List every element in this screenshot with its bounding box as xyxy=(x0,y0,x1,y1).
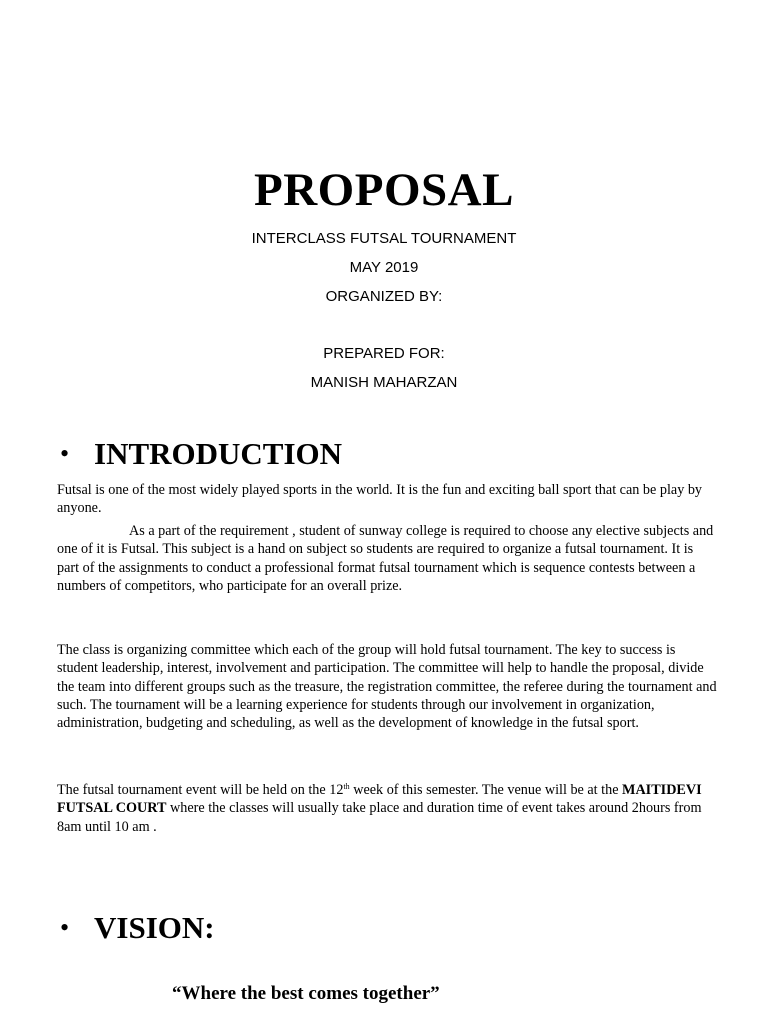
vision-heading xyxy=(60,910,215,946)
para4-superscript: th xyxy=(343,782,350,791)
intro-paragraph-4 xyxy=(57,778,717,836)
vision-heading-text: VISION: xyxy=(94,910,215,945)
event-name: INTERCLASS FUTSAL TOURNAMENT xyxy=(251,230,517,247)
bullet-icon: • xyxy=(60,913,70,942)
document-title: PROPOSAL xyxy=(254,164,514,216)
para4-text-b: week of this semester. The venue will be at the xyxy=(349,782,623,798)
intro-paragraph-1: Futsal is one of the most widely played sports in the world. It is the fun and exciting ball sport that can be play by anyone. xyxy=(57,482,703,517)
para4-text-c: where the classes will usually take place and duration time of event takes around 2hours from 8am until 10 am . xyxy=(57,800,702,835)
introduction-heading-text: INTRODUCTION xyxy=(94,436,343,471)
intro-paragraph-2-text: As a part of the requirement , student of sunway college is required to choose any elective subjects and one of it is Futsal. This subject is a hand on subject so students are required to organize a futsal tournament. It is part of the assignments to conduct a professional format futsal tournament which is sequence contests between a numbers of competitors, who participate for an overall prize. xyxy=(57,523,714,594)
venue-name: MAITIDEVI FUTSAL COURT xyxy=(57,782,702,817)
para4-text-a: The futsal tournament event will be held on the 12 xyxy=(57,782,344,798)
introduction-heading xyxy=(60,436,342,472)
prepared-for-label: PREPARED FOR: xyxy=(323,345,445,362)
intro-paragraph-3: The class is organizing committee which each of the group will hold futsal tournament. The key to success is student leadership, interest, involvement and participation. The committee will help to handle the proposal, divide the team into different groups such as the treasure, the registration committee, the referee during the tournament and such. The tournament will be a learning experience for students through our involvement in organization, administration, budgeting and scheduling, as well as the development of knowledge in the futsal sport. xyxy=(57,642,717,732)
intro-paragraph-2 xyxy=(57,522,717,595)
event-date: MAY 2019 xyxy=(349,259,419,276)
vision-quote: “Where the best comes together” xyxy=(172,983,440,1004)
organized-by-label: ORGANIZED BY: xyxy=(325,288,443,305)
bullet-icon: • xyxy=(60,439,70,468)
prepared-for-name: MANISH MAHARZAN xyxy=(310,374,458,391)
